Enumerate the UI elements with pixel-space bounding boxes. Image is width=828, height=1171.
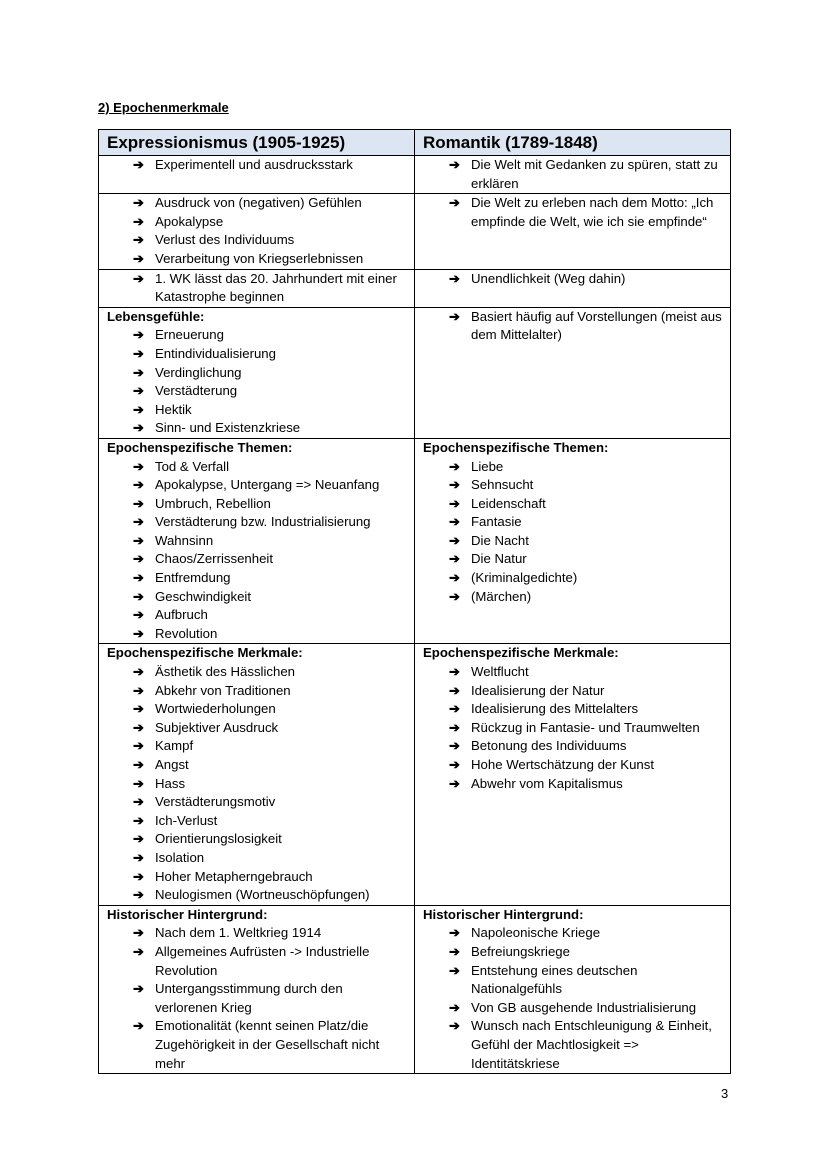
list-item — [107, 719, 408, 738]
bullet-list — [107, 194, 408, 268]
cell-heading: Epochenspezifische Themen: — [423, 439, 609, 455]
list-item-text: Verstädterung — [155, 383, 238, 399]
list-item — [107, 231, 408, 250]
list-item — [423, 495, 724, 514]
arrow-right-icon: ➔ — [133, 588, 144, 604]
bullet-list — [423, 663, 724, 793]
list-item — [107, 270, 408, 307]
list-item — [107, 476, 408, 495]
arrow-right-icon: ➔ — [133, 477, 144, 493]
arrow-right-icon: ➔ — [133, 495, 144, 511]
header-expressionismus: Expressionismus (1905-1925) — [99, 130, 415, 156]
list-item — [423, 532, 724, 551]
list-item — [423, 513, 724, 532]
romantik-cell — [415, 194, 731, 269]
list-item-text: Subjektiver Ausdruck — [155, 719, 279, 735]
arrow-right-icon: ➔ — [449, 1018, 460, 1034]
list-item-text: (Kriminalgedichte) — [471, 570, 578, 586]
list-item — [107, 700, 408, 719]
list-item — [107, 1017, 408, 1073]
arrow-right-icon: ➔ — [133, 1018, 144, 1034]
list-item — [423, 756, 724, 775]
list-item — [107, 980, 408, 1017]
table-row — [99, 644, 731, 905]
arrow-right-icon: ➔ — [133, 270, 144, 286]
bullet-list — [423, 308, 724, 345]
table-row — [99, 156, 731, 194]
arrow-right-icon: ➔ — [133, 458, 144, 474]
list-item — [107, 924, 408, 943]
arrow-right-icon: ➔ — [449, 570, 460, 586]
arrow-right-icon: ➔ — [133, 607, 144, 623]
list-item — [107, 588, 408, 607]
list-item — [107, 606, 408, 625]
bullet-list — [423, 270, 724, 289]
list-item-text: Chaos/Zerrissenheit — [155, 551, 274, 567]
list-item-text: Die Welt mit Gedanken zu spüren, statt zu erklären — [471, 157, 718, 191]
arrow-right-icon: ➔ — [133, 738, 144, 754]
arrow-right-icon: ➔ — [133, 812, 144, 828]
expressionismus-cell — [99, 194, 415, 269]
list-item-text: Hektik — [155, 401, 192, 417]
list-item — [423, 700, 724, 719]
list-item-text: Liebe — [471, 458, 504, 474]
arrow-right-icon: ➔ — [449, 664, 460, 680]
list-item — [107, 812, 408, 831]
list-item — [423, 476, 724, 495]
list-item-text: Neulogismen (Wortneuschöpfungen) — [155, 887, 370, 903]
epochs-table — [98, 129, 731, 1074]
list-item — [107, 868, 408, 887]
list-item-text: Erneuerung — [155, 327, 224, 343]
arrow-right-icon: ➔ — [133, 327, 144, 343]
arrow-right-icon: ➔ — [449, 532, 460, 548]
arrow-right-icon: ➔ — [133, 794, 144, 810]
list-item — [107, 943, 408, 980]
list-item — [423, 194, 724, 231]
list-item — [107, 326, 408, 345]
romantik-cell — [415, 905, 731, 1073]
arrow-right-icon: ➔ — [133, 775, 144, 791]
list-item-text: Sinn- und Existenzkriese — [155, 420, 301, 436]
arrow-right-icon: ➔ — [133, 420, 144, 436]
list-item — [107, 194, 408, 213]
expressionismus-cell — [99, 156, 415, 194]
list-item-text: Apokalypse, Untergang => Neuanfang — [155, 477, 380, 493]
arrow-right-icon: ➔ — [449, 308, 460, 324]
list-item-text: Angst — [155, 757, 189, 772]
section-title: 2) Epochenmerkmale — [98, 100, 229, 115]
list-item-text: Idealisierung der Natur — [471, 682, 605, 698]
list-item — [107, 250, 408, 269]
arrow-right-icon: ➔ — [133, 868, 144, 884]
list-item-text: Wunsch nach Entschleunigung & Einheit, Gefühl der Machtlosigkeit => Identitätskriese — [471, 1018, 712, 1071]
bullet-list — [107, 326, 408, 438]
list-item — [423, 924, 724, 943]
arrow-right-icon: ➔ — [449, 495, 460, 511]
list-item — [423, 663, 724, 682]
arrow-right-icon: ➔ — [449, 551, 460, 567]
list-item-text: Entindividualisierung — [155, 345, 276, 361]
expressionismus-cell — [99, 307, 415, 438]
cell-heading: Epochenspezifische Themen: — [107, 439, 293, 455]
arrow-right-icon: ➔ — [449, 719, 460, 735]
list-item — [107, 532, 408, 551]
list-item — [107, 213, 408, 232]
list-item — [107, 682, 408, 701]
list-item-text: Verstädterung bzw. Industrialisierung — [155, 514, 371, 530]
romantik-cell — [415, 269, 731, 307]
arrow-right-icon: ➔ — [133, 364, 144, 380]
arrow-right-icon: ➔ — [449, 775, 460, 791]
list-item-text: Ich-Verlust — [155, 812, 218, 828]
arrow-right-icon: ➔ — [133, 757, 144, 772]
arrow-right-icon: ➔ — [133, 849, 144, 865]
romantik-cell — [415, 438, 731, 644]
list-item-text: Ausdruck von (negativen) Gefühlen — [155, 195, 362, 211]
list-item-text: Fantasie — [471, 514, 522, 530]
expressionismus-cell — [99, 905, 415, 1073]
list-item-text: Verarbeitung von Kriegserlebnissen — [155, 250, 364, 266]
arrow-right-icon: ➔ — [449, 514, 460, 530]
list-item-text: Unendlichkeit (Weg dahin) — [471, 270, 626, 286]
list-item-text: Hohe Wertschätzung der Kunst — [471, 757, 655, 772]
list-item — [423, 962, 724, 999]
arrow-right-icon: ➔ — [133, 943, 144, 959]
expressionismus-cell — [99, 644, 415, 905]
list-item-text: Experimentell und ausdrucksstark — [155, 157, 353, 172]
list-item — [423, 943, 724, 962]
list-item — [423, 588, 724, 607]
arrow-right-icon: ➔ — [133, 625, 144, 641]
list-item-text: Von GB ausgehende Industrialisierung — [471, 999, 697, 1015]
bullet-list — [107, 458, 408, 644]
list-item-text: Apokalypse — [155, 213, 224, 229]
arrow-right-icon: ➔ — [133, 232, 144, 248]
list-item-text: Geschwindigkeit — [155, 588, 252, 604]
arrow-right-icon: ➔ — [133, 401, 144, 417]
arrow-right-icon: ➔ — [449, 588, 460, 604]
cell-heading: Historischer Hintergrund: — [107, 906, 268, 922]
list-item — [423, 1017, 724, 1073]
list-item-text: Weltflucht — [471, 664, 529, 680]
list-item — [107, 495, 408, 514]
arrow-right-icon: ➔ — [449, 701, 460, 717]
arrow-right-icon: ➔ — [449, 999, 460, 1015]
list-item-text: Revolution — [155, 625, 218, 641]
list-item-text: Idealisierung des Mittelalters — [471, 701, 639, 717]
list-item — [107, 156, 408, 175]
header-romantik: Romantik (1789-1848) — [415, 130, 731, 156]
list-item — [423, 999, 724, 1018]
list-item — [423, 719, 724, 738]
arrow-right-icon: ➔ — [449, 925, 460, 941]
arrow-right-icon: ➔ — [449, 458, 460, 474]
list-item-text: Sehnsucht — [471, 477, 534, 493]
arrow-right-icon: ➔ — [133, 701, 144, 717]
list-item — [107, 382, 408, 401]
list-item-text: Nach dem 1. Weltkrieg 1914 — [155, 925, 322, 941]
table-row — [99, 194, 731, 269]
bullet-list — [107, 156, 408, 175]
bullet-list — [423, 924, 724, 1073]
arrow-right-icon: ➔ — [133, 664, 144, 680]
list-item — [107, 419, 408, 438]
page-number: 3 — [721, 1086, 729, 1101]
list-item-text: Betonung des Individuums — [471, 738, 627, 754]
list-item-text: Hoher Metapherngebrauch — [155, 868, 313, 884]
cell-heading: Lebensgefühle: — [107, 308, 205, 324]
arrow-right-icon: ➔ — [133, 925, 144, 941]
list-item — [107, 775, 408, 794]
arrow-right-icon: ➔ — [133, 213, 144, 229]
list-item — [423, 775, 724, 794]
list-item — [423, 737, 724, 756]
list-item-text: Die Welt zu erleben nach dem Motto: „Ich empfinde die Welt, wie ich sie empfinde“ — [471, 195, 714, 229]
list-item — [107, 401, 408, 420]
list-item-text: Die Natur — [471, 551, 527, 567]
list-item — [107, 793, 408, 812]
arrow-right-icon: ➔ — [133, 570, 144, 586]
arrow-right-icon: ➔ — [449, 477, 460, 493]
arrow-right-icon: ➔ — [133, 157, 144, 172]
table-header-row — [99, 130, 731, 156]
list-item — [107, 458, 408, 477]
list-item — [107, 663, 408, 682]
list-item-text: Entstehung eines deutschen Nationalgefühls — [471, 962, 638, 997]
list-item-text: Wahnsinn — [155, 532, 214, 548]
list-item-text: Tod & Verfall — [155, 458, 230, 474]
arrow-right-icon: ➔ — [449, 270, 460, 286]
arrow-right-icon: ➔ — [449, 757, 460, 772]
arrow-right-icon: ➔ — [133, 345, 144, 361]
table-body — [99, 156, 731, 1074]
arrow-right-icon: ➔ — [133, 250, 144, 266]
list-item — [423, 550, 724, 569]
arrow-right-icon: ➔ — [449, 962, 460, 978]
romantik-cell — [415, 156, 731, 194]
arrow-right-icon: ➔ — [133, 383, 144, 399]
list-item — [107, 830, 408, 849]
table-row — [99, 438, 731, 644]
bullet-list — [107, 924, 408, 1073]
list-item — [107, 513, 408, 532]
list-item-text: Verdinglichung — [155, 364, 242, 380]
list-item — [423, 458, 724, 477]
table-row — [99, 307, 731, 438]
list-item-text: Verlust des Individuums — [155, 232, 295, 248]
romantik-cell — [415, 644, 731, 905]
list-item-text: Untergangsstimmung durch den verlorenen Krieg — [155, 981, 343, 1015]
list-item — [423, 569, 724, 588]
list-item-text: Verstädterungsmotiv — [155, 794, 276, 810]
arrow-right-icon: ➔ — [449, 738, 460, 754]
list-item-text: Allgemeines Aufrüsten -> Industrielle Revolution — [155, 943, 370, 978]
list-item — [107, 756, 408, 775]
list-item — [423, 682, 724, 701]
list-item-text: Rückzug in Fantasie- und Traumwelten — [471, 719, 700, 735]
arrow-right-icon: ➔ — [449, 682, 460, 698]
list-item — [107, 569, 408, 588]
list-item-text: Basiert häufig auf Vorstellungen (meist aus dem Mittelalter) — [471, 308, 722, 343]
list-item-text: Isolation — [155, 849, 205, 865]
list-item-text: Befreiungskriege — [471, 943, 570, 959]
arrow-right-icon: ➔ — [449, 195, 460, 211]
list-item — [107, 625, 408, 644]
list-item — [107, 886, 408, 905]
list-item — [107, 345, 408, 364]
list-item-text: Ästhetik des Hässlichen — [155, 664, 296, 680]
arrow-right-icon: ➔ — [133, 532, 144, 548]
arrow-right-icon: ➔ — [133, 682, 144, 698]
cell-heading: Epochenspezifische Merkmale: — [107, 645, 303, 661]
list-item-text: Abkehr von Traditionen — [155, 682, 291, 698]
table-row — [99, 905, 731, 1073]
bullet-list — [423, 156, 724, 193]
table-row — [99, 269, 731, 307]
bullet-list — [423, 458, 724, 607]
expressionismus-cell — [99, 438, 415, 644]
list-item-text: Leidenschaft — [471, 495, 546, 511]
list-item-text: Hass — [155, 775, 186, 791]
arrow-right-icon: ➔ — [133, 981, 144, 997]
list-item — [107, 364, 408, 383]
list-item — [423, 308, 724, 345]
list-item-text: Aufbruch — [155, 607, 208, 623]
list-item-text: (Märchen) — [471, 588, 532, 604]
arrow-right-icon: ➔ — [133, 551, 144, 567]
arrow-right-icon: ➔ — [449, 943, 460, 959]
list-item-text: Die Nacht — [471, 532, 529, 548]
arrow-right-icon: ➔ — [133, 195, 144, 211]
romantik-cell — [415, 307, 731, 438]
cell-heading: Historischer Hintergrund: — [423, 906, 584, 922]
arrow-right-icon: ➔ — [133, 887, 144, 903]
list-item-text: Napoleonische Kriege — [471, 925, 601, 941]
list-item-text: Orientierungslosigkeit — [155, 831, 282, 847]
list-item-text: Umbruch, Rebellion — [155, 495, 271, 511]
arrow-right-icon: ➔ — [133, 514, 144, 530]
bullet-list — [107, 270, 408, 307]
list-item — [107, 550, 408, 569]
list-item-text: Wortwiederholungen — [155, 701, 276, 717]
list-item — [107, 849, 408, 868]
list-item — [107, 737, 408, 756]
list-item-text: Emotionalität (kennt seinen Platz/die Zugehörigkeit in der Gesellschaft nicht mehr — [155, 1018, 380, 1071]
list-item — [423, 156, 724, 193]
arrow-right-icon: ➔ — [133, 831, 144, 847]
cell-heading: Epochenspezifische Merkmale: — [423, 645, 619, 661]
expressionismus-cell — [99, 269, 415, 307]
list-item-text: Entfremdung — [155, 570, 231, 586]
list-item — [423, 270, 724, 289]
arrow-right-icon: ➔ — [133, 719, 144, 735]
list-item-text: Abwehr vom Kapitalismus — [471, 775, 623, 791]
list-item-text: 1. WK lässt das 20. Jahrhundert mit einer Katastrophe beginnen — [155, 270, 397, 305]
list-item-text: Kampf — [155, 738, 194, 754]
bullet-list — [423, 194, 724, 231]
arrow-right-icon: ➔ — [449, 157, 460, 172]
bullet-list — [107, 663, 408, 905]
